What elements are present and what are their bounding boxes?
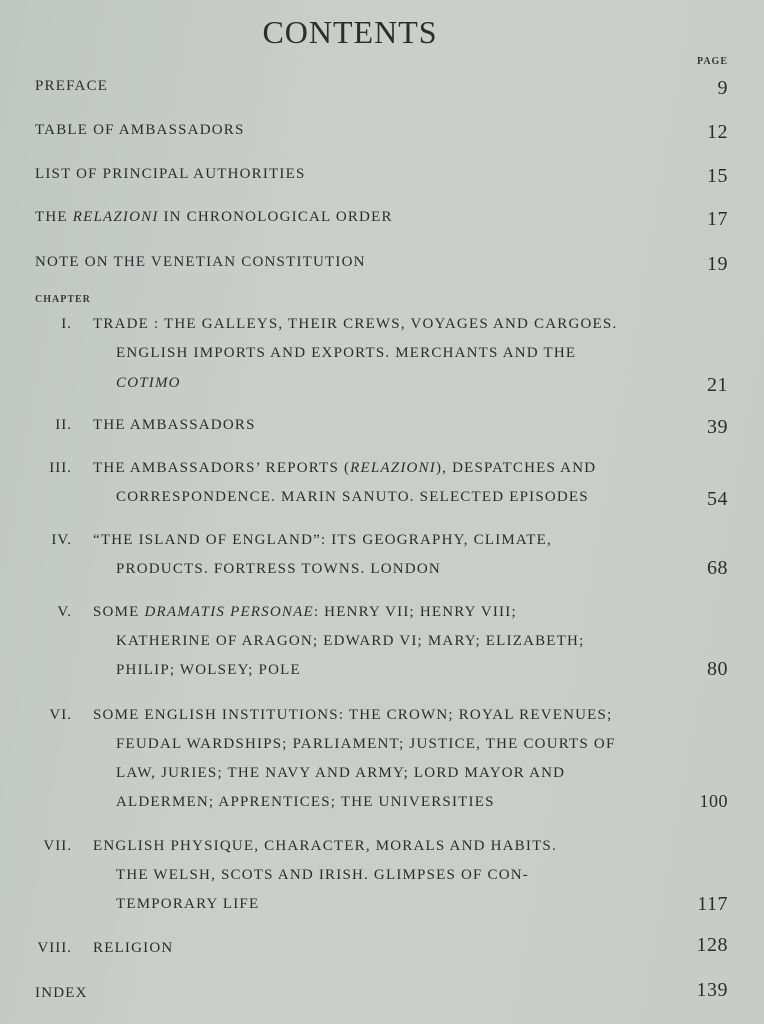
chapter-line: PRODUCTS. FORTRESS TOWNS. LONDON <box>116 561 441 577</box>
chapter-page: 100 <box>699 791 728 811</box>
chapter-line: ENGLISH PHYSIQUE, CHARACTER, MORALS AND HABITS. <box>93 838 557 854</box>
toc-entry-page: 9 <box>717 77 728 99</box>
chapter-line: THE AMBASSADORS <box>93 417 256 433</box>
toc-entry-label: INDEX <box>35 985 88 1001</box>
toc-entry-label <box>35 209 393 226</box>
chapter-line <box>93 604 517 621</box>
chapter-numeral: VIII. <box>37 940 72 956</box>
page-title: CONTENTS <box>262 14 438 50</box>
chapter-column-heading: CHAPTER <box>35 294 91 305</box>
chapter-page: 128 <box>696 934 728 956</box>
page-column-heading: PAGE <box>696 56 728 67</box>
chapter-line: TEMPORARY LIFE <box>116 896 260 912</box>
toc-entry-label: PREFACE <box>35 78 109 94</box>
chapter-numeral: VI. <box>49 707 72 723</box>
chapter-line: FEUDAL WARDSHIPS; PARLIAMENT; JUSTICE, THE COURTS OF <box>116 736 616 752</box>
line-italic: DRAMATIS PERSONAE <box>144 604 314 620</box>
chapter-line: TRADE : THE GALLEYS, THEIR CREWS, VOYAGES AND CARGOES. <box>93 316 618 332</box>
line-post: : HENRY VII; HENRY VIII; <box>313 604 517 620</box>
chapter-page: 117 <box>697 893 728 915</box>
chapter-line: CORRESPONDENCE. MARIN SANUTO. SELECTED EPISODES <box>116 489 589 505</box>
chapter-numeral: I. <box>61 316 72 332</box>
chapter-numeral: III. <box>49 460 72 476</box>
chapter-line: KATHERINE OF ARAGON; EDWARD VI; MARY; ELIZABETH; <box>116 633 585 649</box>
line-post: ), DESPATCHES AND <box>435 460 597 476</box>
chapter-page: 54 <box>707 488 728 510</box>
label-pre: THE <box>35 209 73 225</box>
toc-entry-label: NOTE ON THE VENETIAN CONSTITUTION <box>35 254 366 270</box>
chapter-line <box>93 460 596 477</box>
toc-entry-page: 17 <box>707 208 728 230</box>
toc-entry-page: 139 <box>696 979 728 1001</box>
chapter-line: PHILIP; WOLSEY; POLE <box>116 662 301 678</box>
line-italic: RELAZIONI <box>350 460 436 476</box>
toc-entry-label: TABLE OF AMBASSADORS <box>35 122 245 138</box>
toc-entry-page: 19 <box>707 253 728 275</box>
chapter-line: THE WELSH, SCOTS AND IRISH. GLIMPSES OF CON- <box>116 867 529 883</box>
toc-entry-page: 15 <box>707 165 728 187</box>
chapter-page: 68 <box>707 557 728 579</box>
chapter-line: LAW, JURIES; THE NAVY AND ARMY; LORD MAYOR AND <box>116 765 566 781</box>
toc-entry-label: LIST OF PRINCIPAL AUTHORITIES <box>35 166 306 182</box>
chapter-page: 80 <box>707 658 728 680</box>
label-post: IN CHRONOLOGICAL ORDER <box>158 209 393 225</box>
chapter-line: ENGLISH IMPORTS AND EXPORTS. MERCHANTS AND THE <box>116 345 577 361</box>
chapter-numeral: V. <box>57 604 72 620</box>
chapter-line: “THE ISLAND OF ENGLAND”: ITS GEOGRAPHY, CLIMATE, <box>93 532 552 548</box>
chapter-line: COTIMO <box>116 375 181 391</box>
chapter-line: SOME ENGLISH INSTITUTIONS: THE CROWN; ROYAL REVENUES; <box>93 707 613 723</box>
chapter-numeral: IV. <box>51 532 72 548</box>
chapter-numeral: VII. <box>43 838 72 854</box>
chapter-page: 39 <box>707 416 728 438</box>
chapter-numeral: II. <box>55 417 72 433</box>
line-pre: THE AMBASSADORS’ REPORTS ( <box>93 460 351 476</box>
toc-entry-page: 12 <box>707 121 728 143</box>
chapter-line: RELIGION <box>93 940 174 956</box>
line-pre: SOME <box>93 604 145 620</box>
label-italic: RELAZIONI <box>72 209 159 225</box>
chapter-page: 21 <box>707 374 728 396</box>
chapter-line: ALDERMEN; APPRENTICES; THE UNIVERSITIES <box>116 794 495 810</box>
